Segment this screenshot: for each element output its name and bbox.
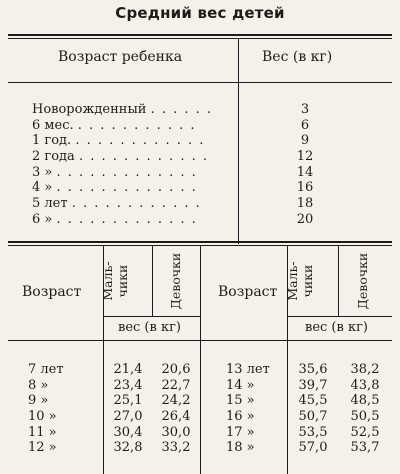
boys-weight-cell: 50,7 <box>298 409 328 425</box>
age-cell: 13 лет <box>226 362 270 377</box>
table2-divider-boys-girls-right <box>338 246 339 316</box>
girls-weight-cell: 50,5 <box>350 409 380 425</box>
table2-divider-left-right <box>200 246 201 474</box>
table1-header-age: Возраст ребенка <box>58 49 183 65</box>
table1-age-column <box>32 102 232 228</box>
weight-value: 16 <box>296 180 314 196</box>
table1-header-weight: Вес (в кг) <box>262 49 333 65</box>
age-cell: 15 » <box>226 393 255 409</box>
age-cell: 14 » <box>226 377 255 393</box>
table2-left-girls <box>156 362 196 456</box>
age-cell: 7 лет <box>28 362 64 377</box>
table1-column-divider <box>238 39 239 244</box>
age-cell: 12 » <box>28 440 57 456</box>
girls-weight-cell: 33,2 <box>161 440 191 456</box>
weight-value: 14 <box>296 164 314 180</box>
boys-weight-cell: 39,7 <box>298 377 328 393</box>
boys-weight-cell: 21,4 <box>113 362 143 377</box>
list-item: 1 год. . . . . . . . . . . . . <box>32 133 205 149</box>
weight-value: 20 <box>296 211 314 227</box>
table2-header-boys-left-line1: Маль- <box>100 261 115 301</box>
table2-header-age-left: Возраст <box>22 284 82 300</box>
boys-weight-cell: 25,1 <box>113 393 143 409</box>
table2-left-boys <box>108 362 148 456</box>
table-title: Средний вес детей <box>115 4 285 22</box>
list-item: 4 » . . . . . . . . . . . . . <box>32 180 198 196</box>
girls-weight-cell: 22,7 <box>161 377 191 393</box>
age-cell: 11 » <box>28 424 57 440</box>
table1-top-rule-thin <box>8 38 392 39</box>
table2-divider-boys-girls-left <box>152 246 153 316</box>
boys-weight-cell: 32,8 <box>113 440 143 456</box>
table2-weight-unit-left: вес (в кг) <box>118 320 181 335</box>
list-item: 5 лет . . . . . . . . . . . . <box>32 196 202 212</box>
girls-weight-cell: 53,7 <box>350 440 380 456</box>
table2-top-rule <box>8 241 392 243</box>
girls-weight-cell: 24,2 <box>161 393 191 409</box>
weight-value: 3 <box>300 102 310 117</box>
table2-right-ages <box>226 362 270 456</box>
list-item: Новорожденный . . . . . . <box>32 102 213 117</box>
age-cell: 9 » <box>28 393 49 409</box>
table2-header-girls-left: Девочки <box>168 252 183 310</box>
table2-subheader-rule-left <box>103 316 200 317</box>
table2-weight-unit-right: вес (в кг) <box>305 320 368 335</box>
table2-right-boys <box>292 362 334 456</box>
girls-weight-cell: 48,5 <box>350 393 380 409</box>
table2-header-rule <box>8 340 392 341</box>
age-cell: 16 » <box>226 409 255 425</box>
list-item: 2 года . . . . . . . . . . . . <box>32 149 209 165</box>
list-item: 6 » . . . . . . . . . . . . . <box>32 211 198 227</box>
boys-weight-cell: 35,6 <box>298 362 328 377</box>
girls-weight-cell: 52,5 <box>350 424 380 440</box>
table2-header-boys-left-line2: чики <box>115 264 130 298</box>
table2-header-boys-right-line2: чики <box>300 264 315 298</box>
boys-weight-cell: 45,5 <box>298 393 328 409</box>
boys-weight-cell: 30,4 <box>113 424 143 440</box>
table2-left-ages <box>28 362 64 456</box>
table2-right-girls <box>344 362 386 456</box>
table2-header-age-right: Возраст <box>218 284 278 300</box>
girls-weight-cell: 38,2 <box>350 362 380 377</box>
boys-weight-cell: 23,4 <box>113 377 143 393</box>
weight-value: 12 <box>296 149 314 165</box>
weight-value: 18 <box>296 196 314 212</box>
age-cell: 10 » <box>28 409 57 425</box>
girls-weight-cell: 26,4 <box>161 409 191 425</box>
table1-weight-column <box>280 102 330 228</box>
table2-header-girls-right: Девочки <box>355 252 370 310</box>
age-cell: 8 » <box>28 377 49 393</box>
table1-header-rule <box>8 82 392 83</box>
boys-weight-cell: 53,5 <box>298 424 328 440</box>
girls-weight-cell: 20,6 <box>161 362 191 377</box>
girls-weight-cell: 30,0 <box>161 424 191 440</box>
age-cell: 18 » <box>226 440 255 456</box>
boys-weight-cell: 57,0 <box>298 440 328 456</box>
table2-header-boys-right-line1: Маль- <box>285 261 300 301</box>
boys-weight-cell: 27,0 <box>113 409 143 425</box>
girls-weight-cell: 43,8 <box>350 377 380 393</box>
list-item: 3 » . . . . . . . . . . . . . <box>32 164 198 180</box>
age-cell: 17 » <box>226 424 255 440</box>
list-item: 6 мес. . . . . . . . . . . . <box>32 117 197 133</box>
table1-top-rule <box>8 34 392 36</box>
table2-subheader-rule-right <box>287 316 392 317</box>
weight-value: 6 <box>300 117 310 133</box>
weight-value: 9 <box>300 133 310 149</box>
